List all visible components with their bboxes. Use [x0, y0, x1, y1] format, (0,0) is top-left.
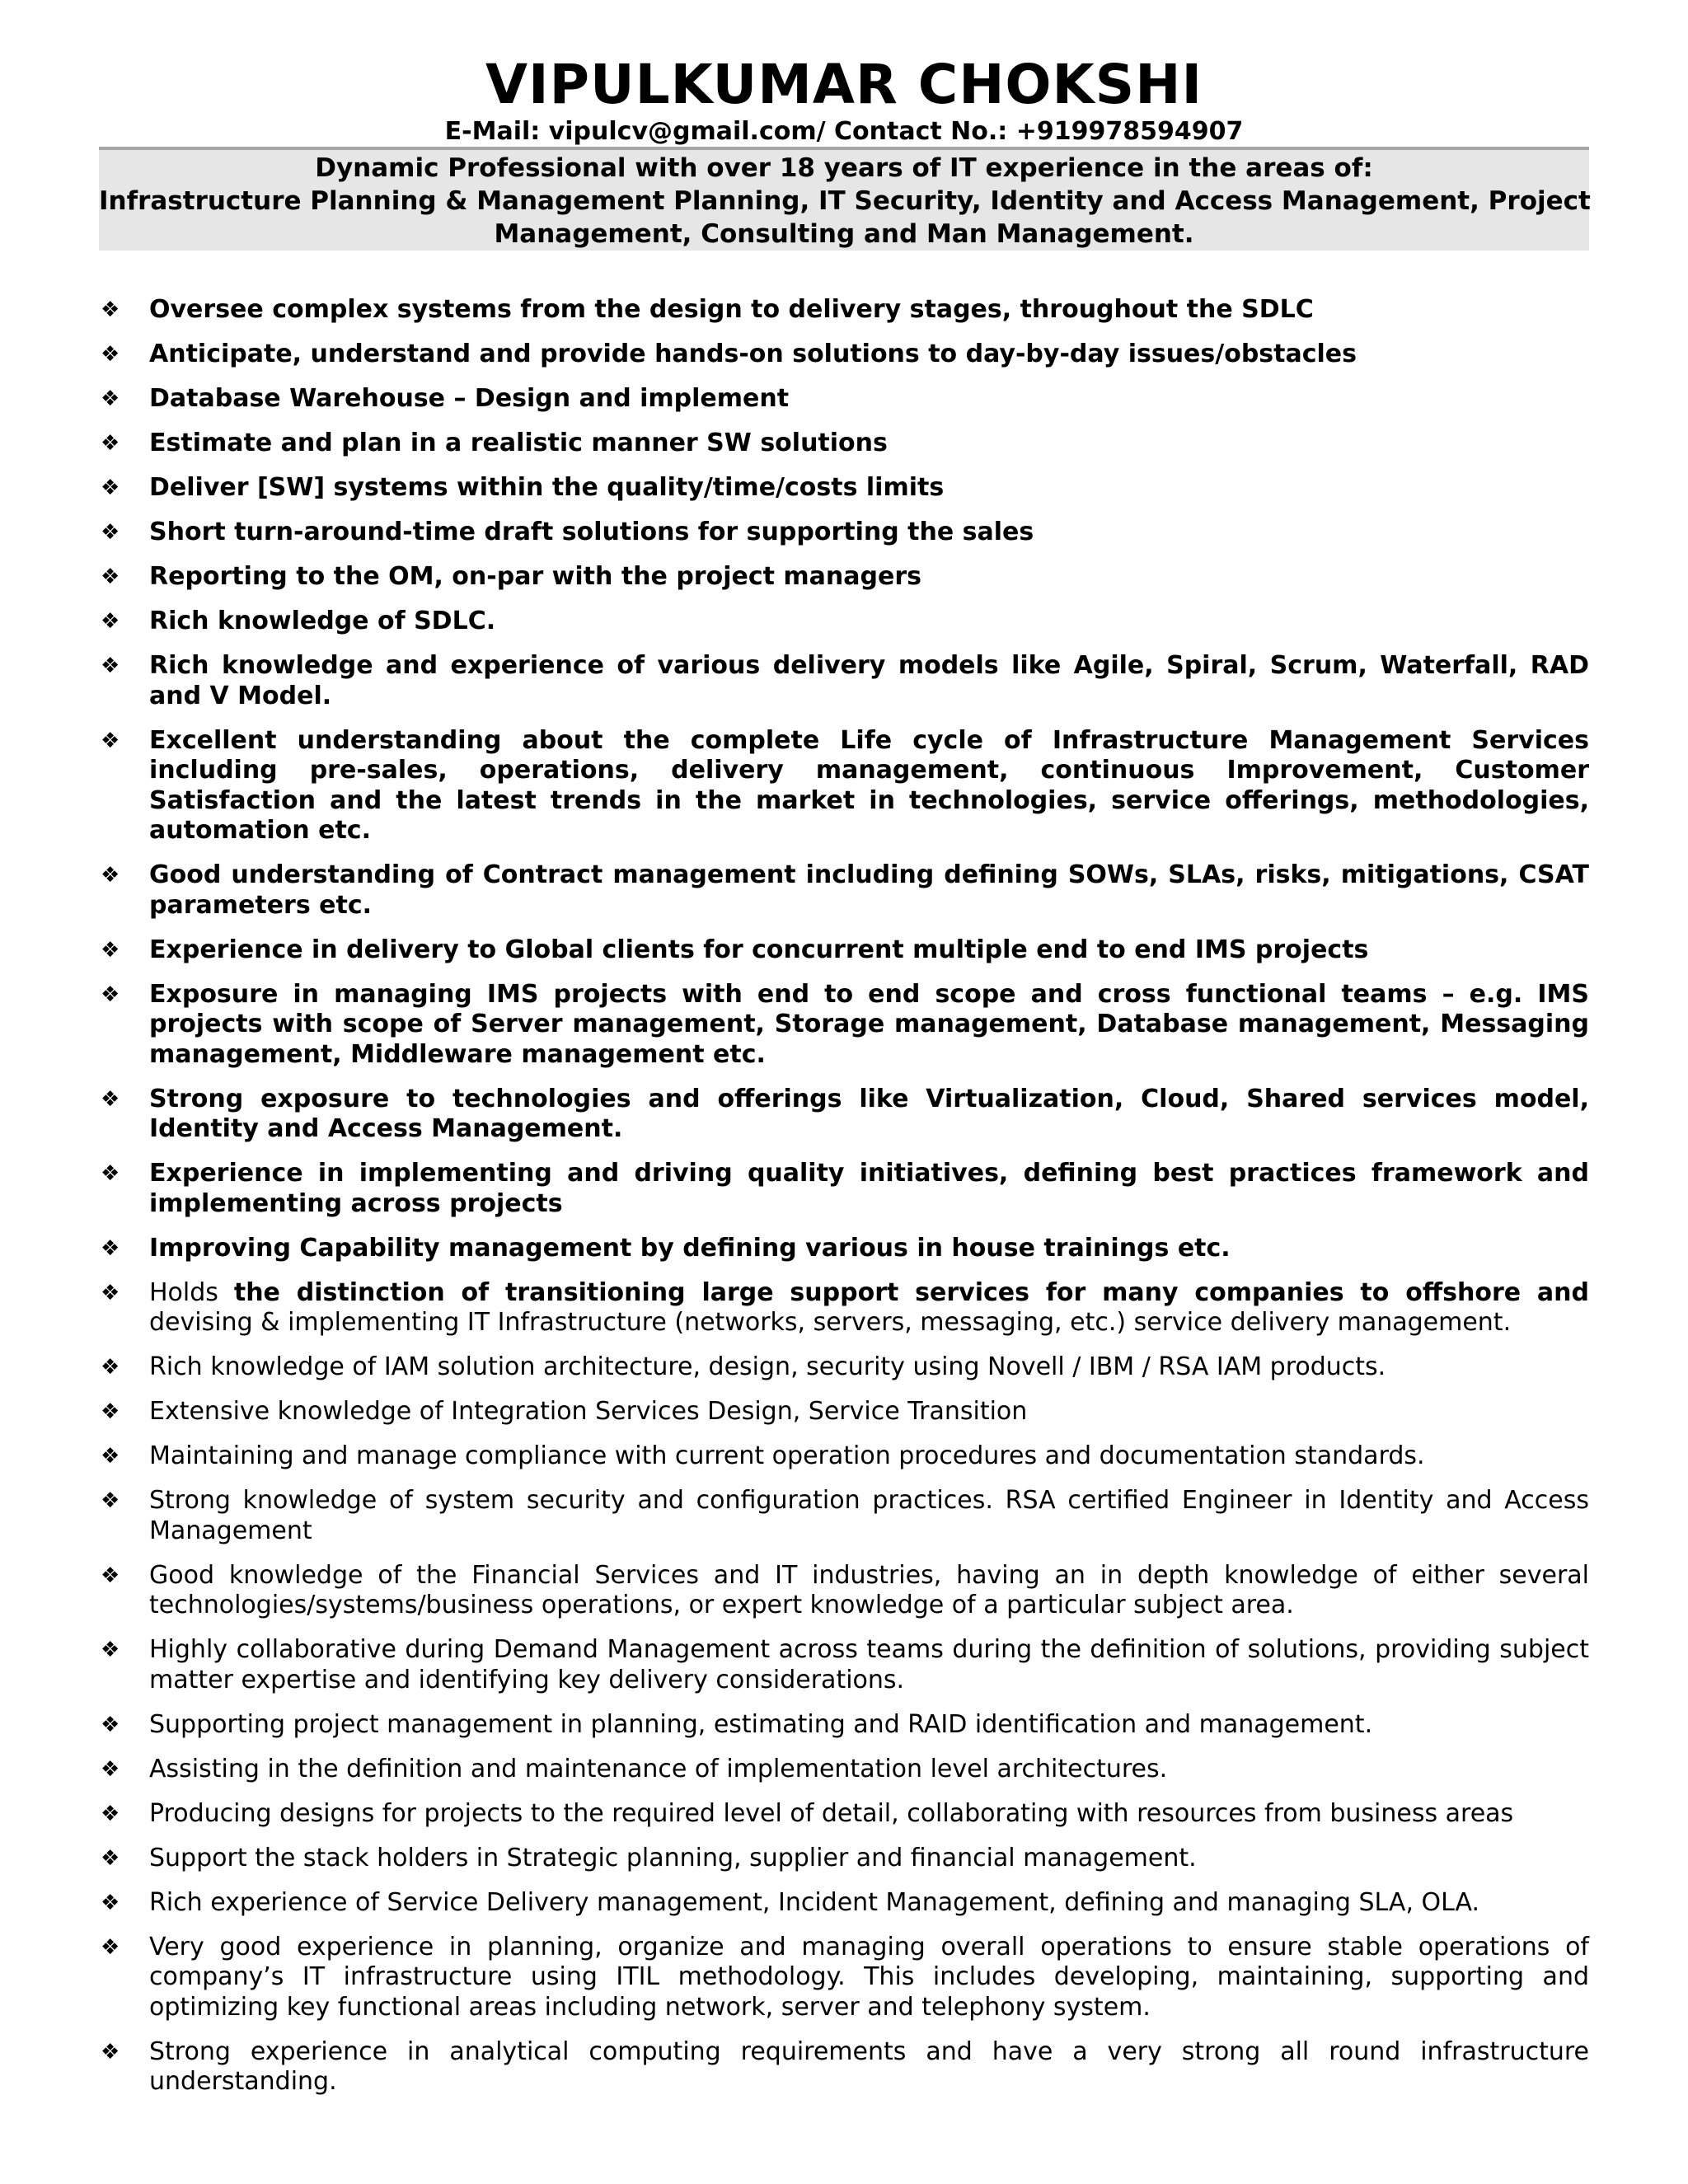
- list-item-text: Short turn-around-time draft solutions for supporting the sales: [149, 518, 1034, 546]
- list-item: [99, 726, 1589, 846]
- diamond-bullet-icon: ❖: [101, 1444, 120, 1469]
- summary-line: Dynamic Professional with over 18 years of IT experience in the areas of:: [315, 153, 1373, 183]
- list-item: [99, 1441, 1589, 1472]
- diamond-bullet-icon: ❖: [101, 1845, 120, 1871]
- diamond-bullet-icon: ❖: [101, 1934, 120, 1960]
- list-item-text: Support the stack holders in Strategic planning, supplier and financial management.: [149, 1843, 1197, 1872]
- list-item: [99, 1755, 1589, 1785]
- list-item: [99, 1933, 1589, 2023]
- diamond-bullet-icon: ❖: [101, 1801, 120, 1826]
- list-item-text: Strong knowledge of system security and configuration practices. RSA certified Engineer in Identity and Access Management: [149, 1486, 1589, 1545]
- list-item: [99, 1844, 1589, 1874]
- list-item: [99, 295, 1589, 326]
- summary-line: Infrastructure Planning & Management Planning, IT Security, Identity and Access Management, Project: [99, 186, 1591, 216]
- diamond-bullet-icon: ❖: [101, 1161, 120, 1186]
- list-item-text: Good understanding of Contract management including defining SOWs, SLAs, risks, mitigations, CSAT parameters etc.: [149, 860, 1589, 920]
- diamond-bullet-icon: ❖: [101, 342, 120, 367]
- list-item-text: Rich knowledge and experience of various delivery models like Agile, Spiral, Scrum, Waterfall, RAD and V Model.: [149, 651, 1589, 710]
- list-item-text: Experience in delivery to Global clients for concurrent multiple end to end IMS projects: [149, 935, 1369, 964]
- list-item-text: Improving Capability management by defining various in house trainings etc.: [149, 1233, 1231, 1263]
- list-item-text: Oversee complex systems from the design to delivery stages, throughout the SDLC: [149, 295, 1314, 324]
- list-item: [99, 651, 1589, 711]
- list-item: [99, 1352, 1589, 1383]
- list-item-text: Extensive knowledge of Integration Services Design, Service Transition: [149, 1397, 1028, 1426]
- diamond-bullet-icon: ❖: [101, 654, 120, 678]
- list-item: [99, 607, 1589, 637]
- list-item-text: Good knowledge of the Financial Services and IT industries, having an in depth knowledge of either several technologies/systems/business operations, or expert knowledge of a particular subject area.: [149, 1560, 1589, 1619]
- list-item-text: Supporting project management in planning, estimating and RAID identification and management.: [149, 1709, 1373, 1739]
- diamond-bullet-icon: ❖: [101, 1638, 120, 1662]
- list-item-text: Assisting in the definition and maintenance of implementation level architectures.: [149, 1754, 1168, 1783]
- diamond-bullet-icon: ❖: [101, 1563, 120, 1588]
- diamond-bullet-icon: ❖: [101, 476, 120, 500]
- diamond-bullet-icon: ❖: [101, 1488, 120, 1513]
- list-item: [99, 980, 1589, 1071]
- list-item-text: [149, 1278, 1589, 1338]
- list-item-text: Reporting to the OM, on-par with the project managers: [149, 562, 921, 591]
- diamond-bullet-icon: ❖: [101, 1280, 120, 1305]
- list-item-text-emphasis: the distinction of transitioning large support services for many companies to offshore and: [233, 1277, 1589, 1307]
- list-item: [99, 518, 1589, 548]
- contact-line: E-Mail: vipulcv@gmail.com/ Contact No.: +919978594907: [444, 117, 1244, 146]
- diamond-bullet-icon: ❖: [101, 863, 120, 888]
- list-item: [99, 2037, 1589, 2097]
- list-item: [99, 340, 1589, 370]
- diamond-bullet-icon: ❖: [101, 387, 120, 411]
- list-item-text: Estimate and plan in a realistic manner SW solutions: [149, 429, 888, 457]
- list-item: [99, 1710, 1589, 1741]
- diamond-bullet-icon: ❖: [101, 431, 120, 456]
- list-item: [99, 1799, 1589, 1830]
- diamond-bullet-icon: ❖: [101, 982, 120, 1007]
- list-item: [99, 429, 1589, 459]
- list-item: [99, 384, 1589, 415]
- diamond-bullet-icon: ❖: [101, 2039, 120, 2064]
- diamond-bullet-icon: ❖: [101, 1086, 120, 1112]
- list-item-text: Strong experience in analytical computing requirements and have a very strong all round infrastructure understanding.: [149, 2036, 1589, 2096]
- list-item-text: Excellent understanding about the complete Life cycle of Infrastructure Management Services including pre-sales, operations, delivery management, continuous Improvement, Customer Satisfaction and the latest trends in the market in technologies, service offerings, methodologies, automation etc.: [149, 725, 1589, 845]
- list-item: [99, 1888, 1589, 1919]
- list-item: [99, 562, 1589, 593]
- diamond-bullet-icon: ❖: [101, 1756, 120, 1782]
- list-item: [99, 1159, 1589, 1219]
- list-item-text: Maintaining and manage compliance with current operation procedures and documentation standards.: [149, 1441, 1425, 1470]
- candidate-name: VIPULKUMAR CHOKSHI: [485, 53, 1203, 116]
- list-item: [99, 1234, 1589, 1264]
- diamond-bullet-icon: ❖: [101, 937, 120, 963]
- list-item: [99, 1397, 1589, 1427]
- list-item-text: Rich experience of Service Delivery management, Incident Management, defining and managing SLA, OLA.: [149, 1887, 1480, 1917]
- list-item-text: Producing designs for projects to the required level of detail, collaborating with resources from business areas: [149, 1798, 1514, 1828]
- list-item: [99, 1085, 1589, 1145]
- list-item-text: Rich knowledge of SDLC.: [149, 607, 496, 635]
- diamond-bullet-icon: ❖: [101, 1712, 120, 1737]
- list-item-text: Deliver [SW] systems within the quality/time/costs limits: [149, 473, 945, 502]
- diamond-bullet-icon: ❖: [101, 565, 120, 589]
- list-item: [99, 860, 1589, 921]
- diamond-bullet-icon: ❖: [101, 520, 120, 545]
- list-item-text: Rich knowledge of IAM solution architecture, design, security using Novell / IBM / RSA IAM products.: [149, 1352, 1386, 1381]
- diamond-bullet-icon: ❖: [101, 728, 120, 753]
- summary-line: Management, Consulting and Man Management.: [494, 219, 1194, 249]
- list-item: [99, 1278, 1589, 1338]
- diamond-bullet-icon: ❖: [101, 1399, 120, 1424]
- list-item-text: Database Warehouse – Design and implement: [149, 384, 790, 413]
- diamond-bullet-icon: ❖: [101, 1355, 120, 1380]
- diamond-bullet-icon: ❖: [101, 609, 120, 634]
- diamond-bullet-icon: ❖: [101, 1890, 120, 1915]
- skills-bullet-list: [99, 295, 1589, 2111]
- list-item: [99, 1561, 1589, 1621]
- list-item: [99, 473, 1589, 504]
- list-item-text-suffix: devising & implementing IT Infrastructure (networks, servers, messaging, etc.) service delivery management.: [149, 1308, 1512, 1337]
- list-item: [99, 1486, 1589, 1546]
- list-item-text: Exposure in managing IMS projects with end to end scope and cross functional teams – e.g. IMS projects with scope of Server management, Storage management, Database management, Messaging management, Middleware management etc.: [149, 979, 1589, 1069]
- list-item-text: Very good experience in planning, organize and managing overall operations to ensure stable operations of company’s IT infrastructure using ITIL methodology. This includes developing, maintaining, supporting and optimizing key functional areas including network, server and telephony system.: [149, 1932, 1589, 2022]
- list-item: [99, 1635, 1589, 1695]
- diamond-bullet-icon: ❖: [101, 298, 120, 322]
- list-item-text: Highly collaborative during Demand Management across teams during the definition of solutions, providing subject matter expertise and identifying key delivery considerations.: [149, 1635, 1589, 1694]
- list-item-text: Experience in implementing and driving quality initiatives, defining best practices framework and implementing across projects: [149, 1159, 1589, 1218]
- list-item-text-prefix: Holds: [149, 1277, 234, 1307]
- list-item-text: Strong exposure to technologies and offerings like Virtualization, Cloud, Shared services model, Identity and Access Management.: [149, 1084, 1589, 1143]
- list-item-text: Anticipate, understand and provide hands-on solutions to day-by-day issues/obstacles: [149, 340, 1357, 368]
- profile-summary-box: [99, 147, 1589, 251]
- list-item: [99, 935, 1589, 966]
- diamond-bullet-icon: ❖: [101, 1235, 120, 1261]
